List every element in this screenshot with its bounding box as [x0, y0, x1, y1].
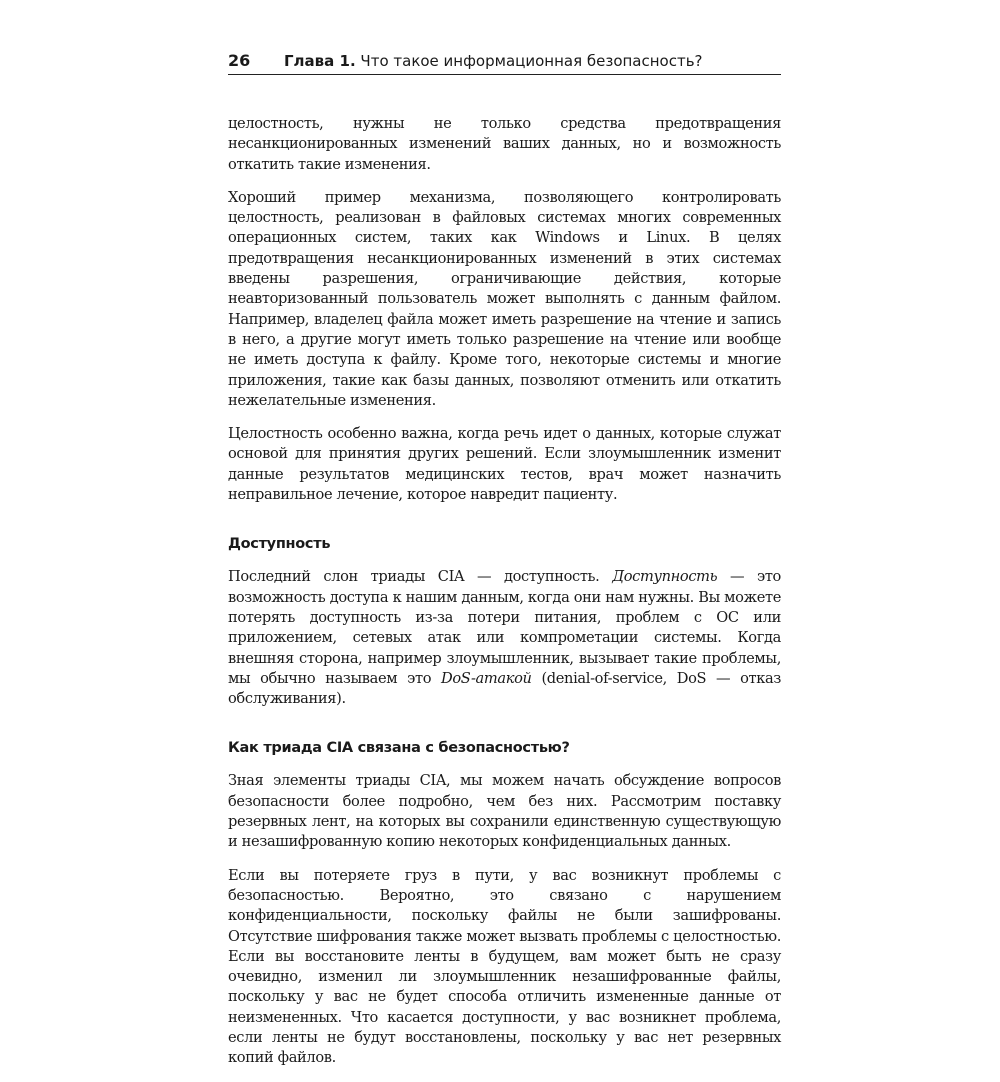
paragraph-cia-intro: Зная элементы триады CIA, мы можем начать обсуждение вопросов безопасности более подробно, чем без них. Рассмотрим поставку резервных лент, на которых вы сохранили единственную существующую и незашифрованную копию некоторых конфиденциальных данных.	[228, 772, 781, 851]
paragraph-integrity-continued: целостность, нужны не только средства предотвращения несанкционированных изменений ваших данных, но и возможность откатить такие изменения.	[228, 115, 781, 173]
running-header	[228, 52, 781, 75]
paragraph-integrity-importance: Целостность особенно важна, когда речь идет о данных, которые служат основой для принятия других решений. Если злоумышленник изменит данные результатов медицинских тестов, врач может назначить неправильное лечение, которое навредит пациенту.	[228, 425, 781, 504]
availability-text-1: Последний слон триады CIA — доступность.	[228, 568, 613, 586]
availability-text-3: (denial-of-service, DoS — отказ обслуживания).	[228, 669, 781, 708]
page-body	[228, 114, 781, 1082]
paragraph-cia-example: Если вы потеряете груз в пути, у вас возникнут проблемы с безопасностью. Вероятно, это связано с нарушением конфиденциальности, поскольку файлы не были зашифрованы. Отсутствие шифрования также может вызвать проблемы с целостностью. Если вы восстановите ленты в будущем, вам может быть не сразу очевидно, изменил ли злоумышленник незашифрованные файлы, поскольку у вас не будет способа отличить измененные данные от неизмененных. Что касается доступности, у вас возникнет проблема, если ленты не будут восстановлены, поскольку у вас нет резервных копий файлов.	[228, 866, 781, 1067]
availability-text-2: — это возможность доступа к нашим данным, когда они нам нужны. Вы можете потерять доступность из-за потери питания, проблем с ОС или приложением, сетевых атак или компрометации системы. Когда внешняя сторона, например злоумышленник, вызывает такие проблемы, мы обычно называем это	[228, 568, 781, 687]
chapter-label: Глава 1.	[284, 52, 356, 70]
paragraph-integrity-example: Хороший пример механизма, позволяющего контролировать целостность, реализован в файловых системах многих современных операционных систем, таких как Windows и Linux. В целях предотвращения несанкционированных изменений в этих системах введены разрешения, ограничивающие действия, которые неавторизованный пользователь может выполнять с данным файлом. Например, владелец файла может иметь разрешение на чтение и запись в него, а другие могут иметь только разрешение на чтение или вообще не иметь доступа к файлу. Кроме того, некоторые системы и многие приложения, такие как базы данных, позволяют отменить или откатить нежелательные изменения.	[228, 188, 781, 409]
page-number: 26	[228, 51, 251, 70]
availability-term: Доступность	[612, 568, 718, 586]
dos-term: DoS-атакой	[441, 669, 532, 687]
chapter-title: Что такое информационная безопасность?	[360, 52, 703, 70]
paragraph-availability	[228, 567, 781, 709]
section-heading-availability: Доступность	[228, 536, 331, 553]
section-heading-cia-security: Как триада CIA связана с безопасностью?	[228, 740, 570, 757]
